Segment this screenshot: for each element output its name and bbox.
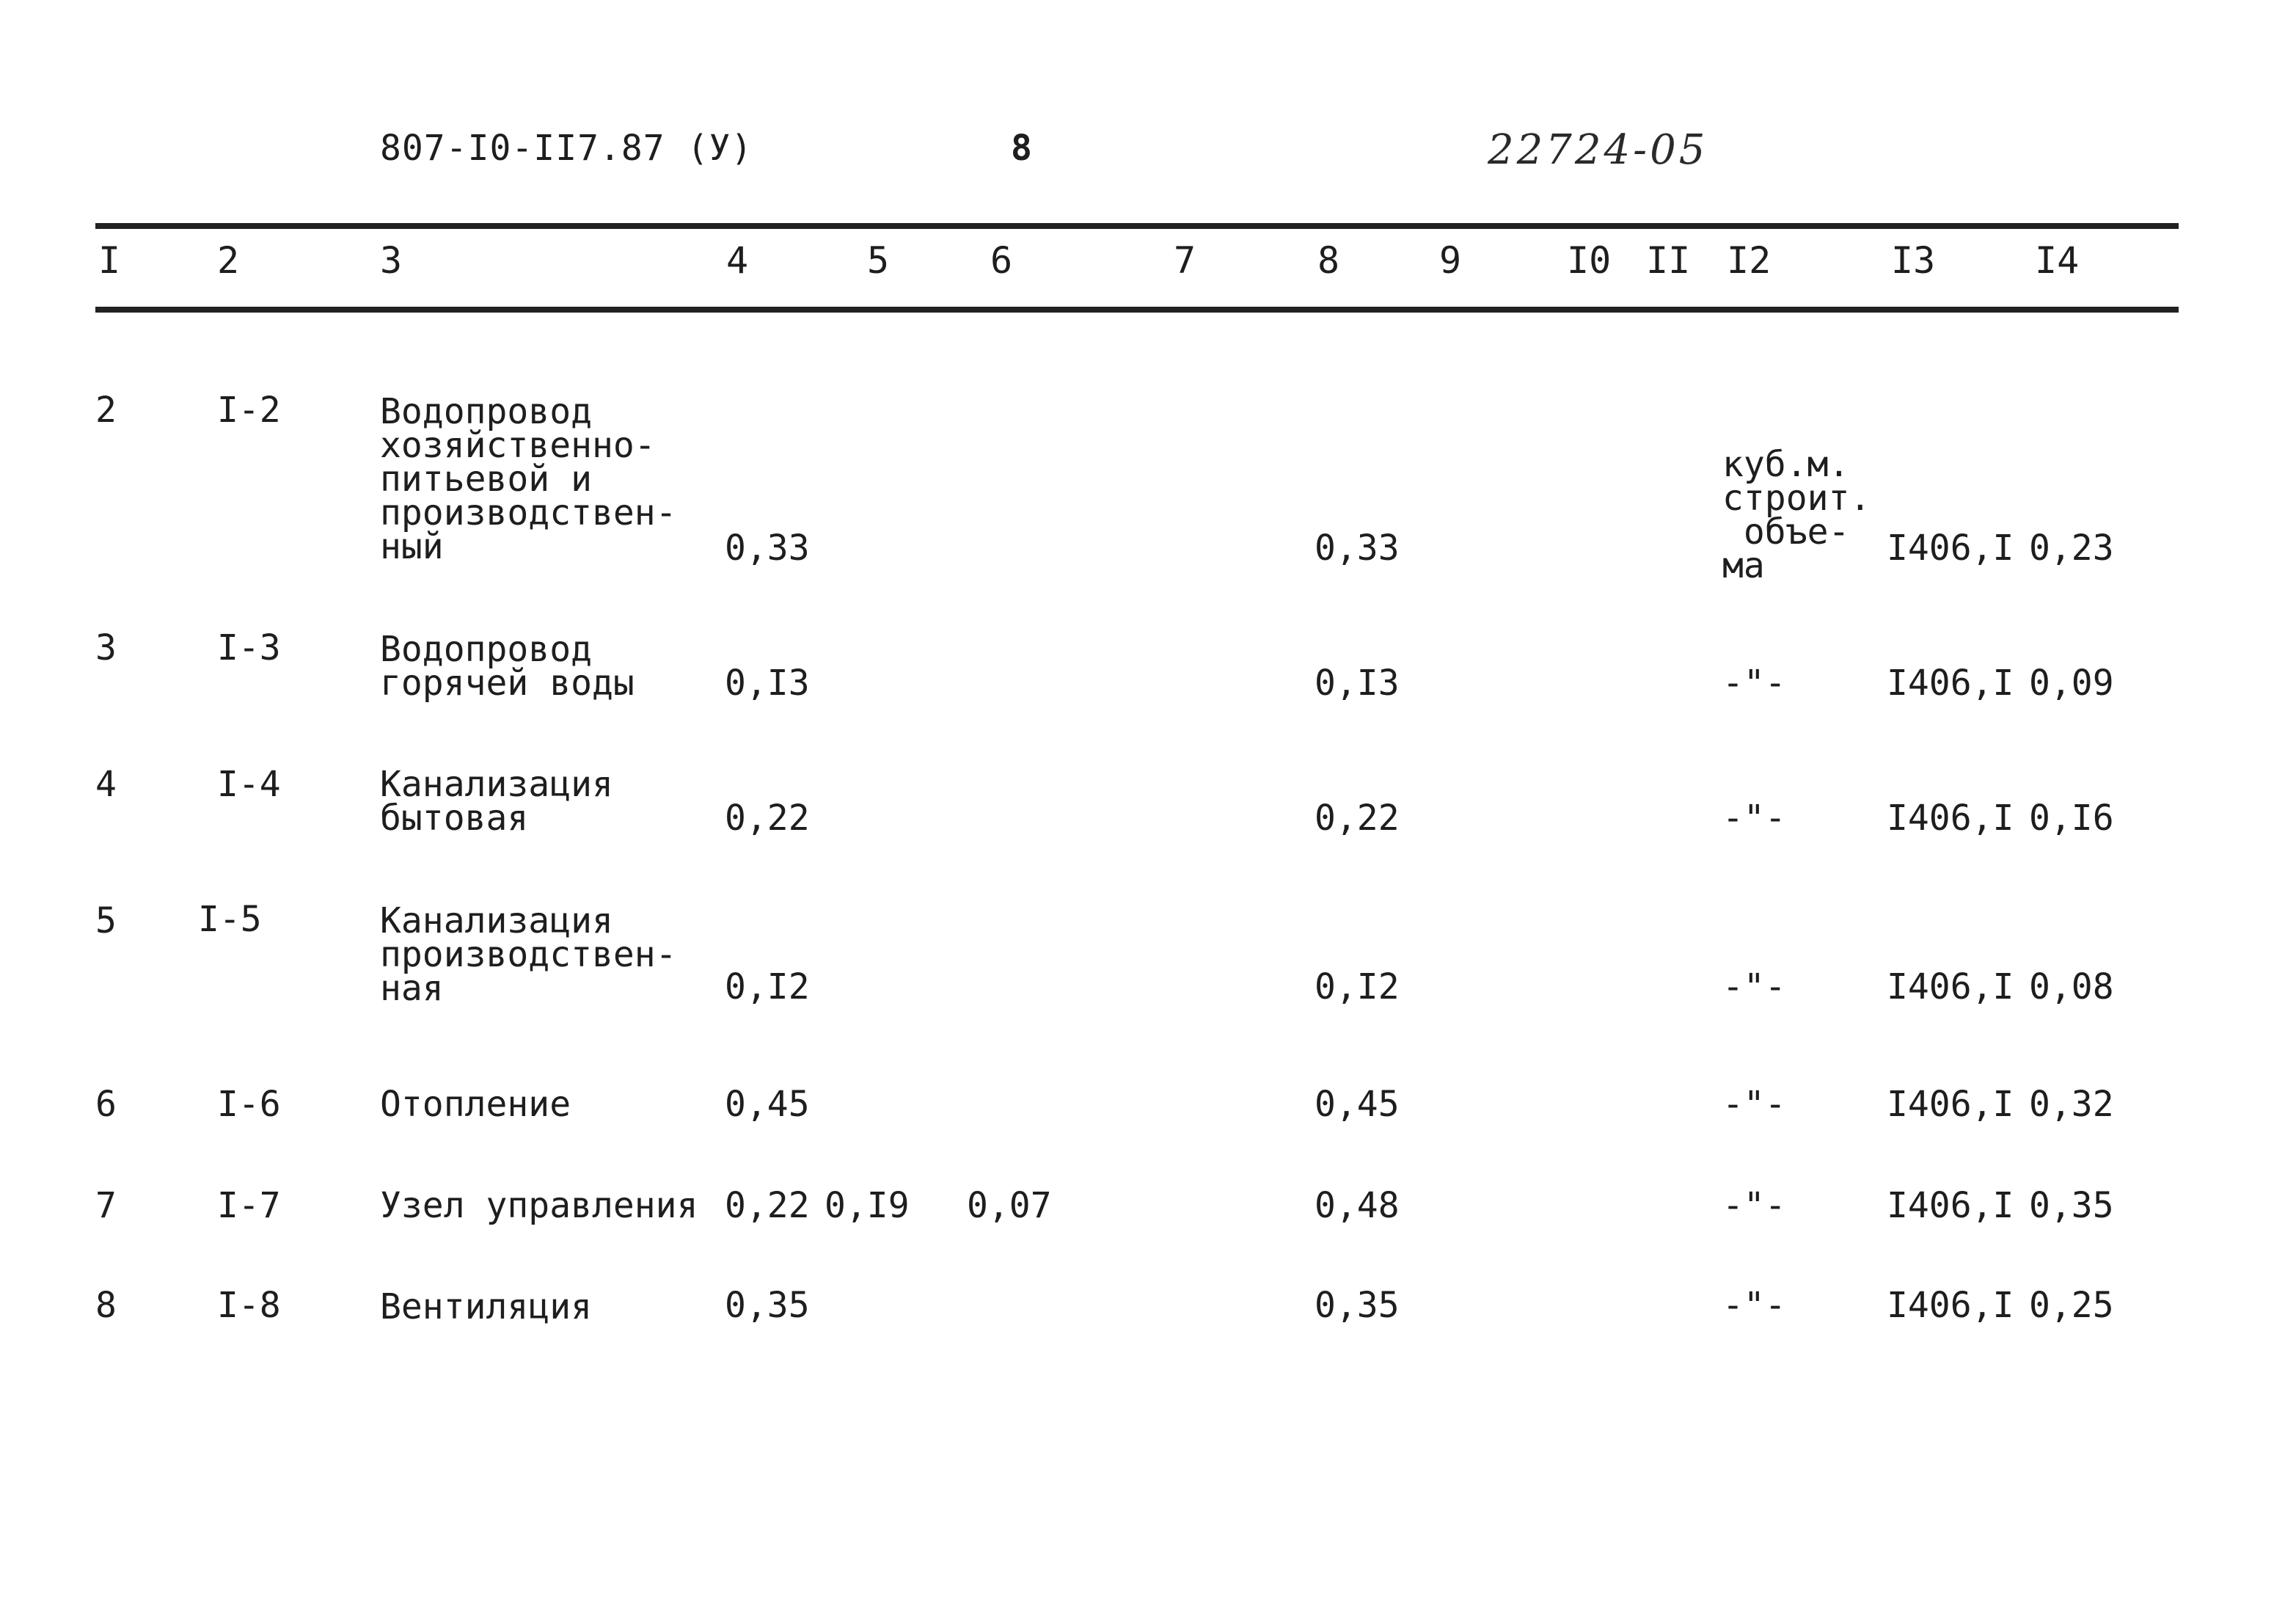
value-col-5: 0,I9	[825, 1185, 910, 1226]
column-header-4: 4	[726, 239, 749, 282]
value-col-8: 0,45	[1315, 1084, 1400, 1125]
value-col-6: 0,07	[967, 1185, 1052, 1226]
value-col-14: 0,I6	[2029, 798, 2114, 839]
item-code: I-2	[217, 390, 281, 431]
value-col-14: 0,23	[2029, 528, 2114, 569]
value-col-14: 0,08	[2029, 966, 2114, 1007]
item-code: I-3	[217, 627, 281, 668]
column-header-6: 6	[990, 239, 1013, 282]
value-col-4: 0,I2	[725, 966, 810, 1007]
column-header-1: I	[98, 239, 121, 282]
item-name: Водопровод горячей воды	[380, 629, 635, 704]
item-name: Узел управления	[380, 1185, 698, 1226]
row-number: 3	[95, 627, 117, 668]
value-col-4: 0,I3	[725, 663, 810, 704]
unit-of-measure: -"-	[1722, 798, 1786, 839]
value-col-4: 0,22	[725, 1185, 810, 1226]
row-number: 4	[95, 764, 117, 805]
item-name: Отопление	[380, 1084, 571, 1125]
value-col-8: 0,48	[1315, 1185, 1400, 1226]
row-number: 8	[95, 1285, 117, 1326]
unit-of-measure: -"-	[1722, 1285, 1786, 1326]
row-number: 7	[95, 1185, 117, 1226]
unit-of-measure: -"-	[1722, 1185, 1786, 1226]
value-col-13: I406,I	[1887, 1285, 2014, 1326]
value-col-14: 0,25	[2029, 1285, 2114, 1326]
value-col-4: 0,22	[725, 798, 810, 839]
column-header-11: II	[1646, 239, 1691, 282]
column-header-13: I3	[1891, 239, 1936, 282]
column-header-9: 9	[1439, 239, 1462, 282]
unit-of-measure: -"-	[1722, 966, 1786, 1007]
handwritten-number: 22724-05	[1488, 126, 1708, 174]
value-col-13: I406,I	[1887, 966, 2014, 1007]
column-header-10: I0	[1567, 239, 1612, 282]
value-col-13: I406,I	[1887, 798, 2014, 839]
row-number: 2	[95, 390, 117, 431]
item-name: Водопровод хозяйственно- питьевой и производствен- ный	[380, 391, 677, 567]
item-code: I-8	[217, 1285, 281, 1326]
row-number: 5	[95, 900, 117, 941]
table-top-rule	[95, 223, 2179, 229]
value-col-13: I406,I	[1887, 663, 2014, 704]
item-code: I-4	[217, 764, 281, 805]
value-col-13: I406,I	[1887, 1185, 2014, 1226]
unit-of-measure: куб.м. строит. объе- ма	[1722, 444, 1871, 586]
value-col-4: 0,35	[725, 1285, 810, 1326]
value-col-14: 0,35	[2029, 1185, 2114, 1226]
column-header-3: 3	[380, 239, 403, 282]
value-col-4: 0,45	[725, 1084, 810, 1125]
column-header-7: 7	[1174, 239, 1196, 282]
page-number: 8	[1011, 128, 1033, 169]
table-header-rule	[95, 307, 2179, 313]
value-col-8: 0,22	[1315, 798, 1400, 839]
value-col-8: 0,35	[1315, 1285, 1400, 1326]
value-col-13: I406,I	[1887, 528, 2014, 569]
value-col-8: 0,I3	[1315, 663, 1400, 704]
value-col-8: 0,33	[1315, 528, 1400, 569]
item-code: I-7	[217, 1185, 281, 1226]
item-name: Канализация бытовая	[380, 764, 613, 839]
value-col-14: 0,32	[2029, 1084, 2114, 1125]
column-header-14: I4	[2035, 239, 2080, 282]
document-code: 807-I0-II7.87 (У)	[380, 128, 753, 169]
value-col-4: 0,33	[725, 528, 810, 569]
column-header-5: 5	[867, 239, 890, 282]
item-name: Канализация производствен- ная	[380, 900, 677, 1009]
column-header-12: I2	[1727, 239, 1772, 282]
column-header-2: 2	[217, 239, 240, 282]
value-col-14: 0,09	[2029, 663, 2114, 704]
unit-of-measure: -"-	[1722, 663, 1786, 704]
item-name: Вентиляция	[380, 1286, 592, 1327]
item-code: I-6	[217, 1084, 281, 1125]
value-col-8: 0,I2	[1315, 966, 1400, 1007]
unit-of-measure: -"-	[1722, 1084, 1786, 1125]
row-number: 6	[95, 1084, 117, 1125]
column-header-8: 8	[1317, 239, 1340, 282]
value-col-13: I406,I	[1887, 1084, 2014, 1125]
item-code: I-5	[198, 899, 262, 940]
